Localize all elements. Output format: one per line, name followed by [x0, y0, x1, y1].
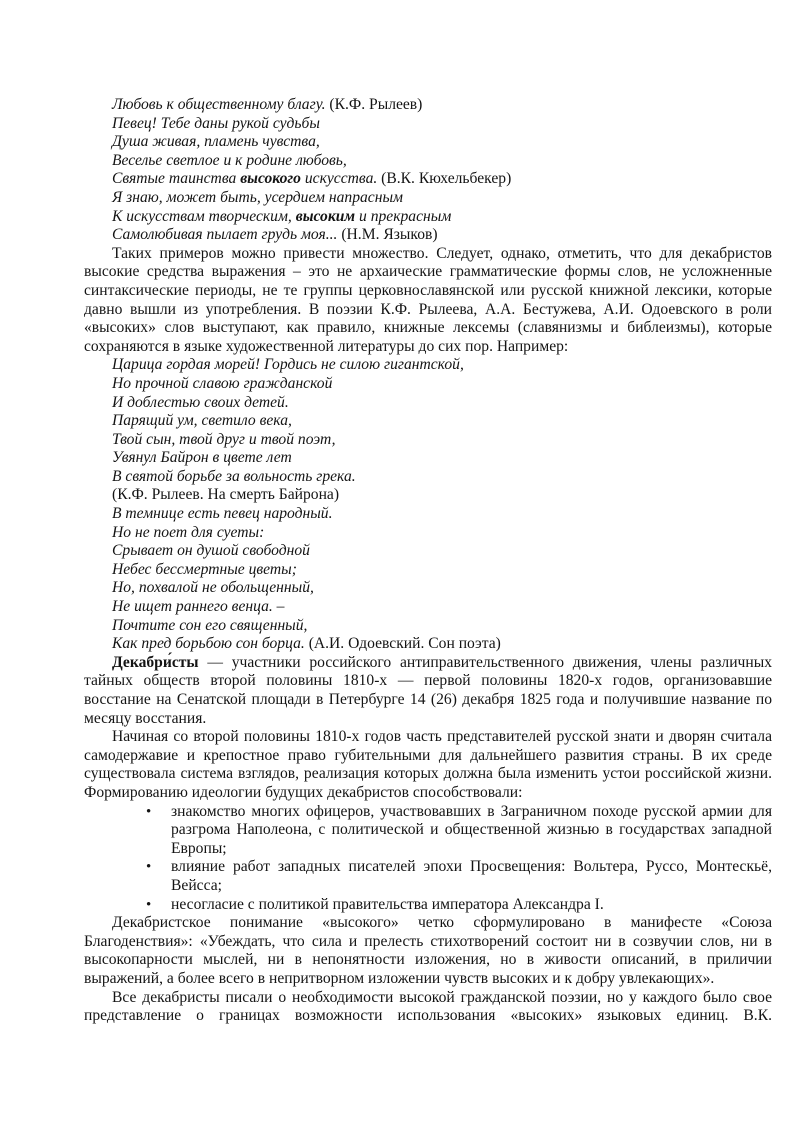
verse-line [84, 226, 772, 245]
verse-line [84, 412, 772, 431]
verse-block-1 [84, 96, 772, 245]
paragraph-examples: Таких примеров можно привести множество. Следует, однако, отметить, что для декабристов высокие средства выражения – это не архаические грамматические формы слов, не усложненные синтаксические периоды, не те группы церковнославянской или русской книжной лексики, которые давно вышли из употребления. В поэзии К.Ф. Рылеева, А.А. Бестужева, А.И. Одоевского в роли «высоких» слов выступают, как правило, книжные лексемы (славянизмы и библеизмы), которые сохраняются в языке художественной литературы до сих пор. Например: [84, 244, 772, 355]
verse-text: Но не поет для суеты: [112, 523, 265, 541]
verse-text: В темнице есть певец народный. [112, 505, 333, 523]
verse-source: (А.И. Одоевский. Сон поэта) [304, 635, 501, 653]
verse-line [84, 208, 772, 227]
verse-emphasis: высокого [240, 170, 301, 188]
paragraph-definition [84, 654, 772, 728]
definition-text: — участники российского антиправительственного движения, члены различных тайных обществ второй половины 1810-х — первой половины 1820-х годов, организовавшие восстание на Сенатской площади в Петербурге 14 (26) декабря 1825 года и получившие название по месяцу восстания. [84, 653, 772, 727]
list-item: • влияние работ западных писателей эпохи Просвещения: Вольтера, Руссо, Монтескьё, Вейсса; [171, 858, 772, 895]
verse-text: Срывает он душой свободной [112, 542, 310, 560]
verse-source: (К.Ф. Рылеев) [325, 96, 423, 113]
paragraph-ideology: Начиная со второй половины 1810-х годов часть представителей русской знати и дворян считала самодержавие и крепостное право губительными для дальнейшего развития страны. В их среде существовала система взглядов, реализация которых должна была изменить устои российской жизни. Формированию идеологии будущих декабристов способствовали: [84, 728, 772, 801]
verse-text: Самолюбивая пылает грудь моя... [112, 226, 338, 244]
verse-line [84, 152, 772, 171]
verse-text: Я знаю, может быть, усердием напрасным [112, 188, 403, 206]
verse-source: (Н.М. Языков) [337, 226, 438, 244]
verse-line [84, 115, 772, 134]
verse-line [84, 394, 772, 413]
verse-text: Царица гордая морей! Гордись не силою гигантской, [112, 356, 464, 374]
verse-line [84, 524, 772, 543]
verse-line [84, 356, 772, 375]
verse-line [84, 189, 772, 208]
verse-text: И доблестью своих детей. [112, 393, 289, 411]
verse-text: Но прочной славою гражданской [112, 374, 333, 392]
verse-text: Любовь к общественному благу. [112, 96, 326, 113]
verse-text: Певец! Тебе даны рукой судьбы [112, 114, 320, 132]
verse-line [84, 133, 772, 152]
verse-text: В святой борьбе за вольность грека. [112, 467, 356, 485]
verse-text: Небес бессмертные цветы; [112, 560, 297, 578]
verse-block-2 [84, 356, 772, 505]
verse-text: и прекрасным [355, 207, 452, 225]
verse-line [84, 431, 772, 450]
verse-line [84, 449, 772, 468]
verse-text: Но, похвалой не обольщенный, [112, 579, 314, 597]
list-item: • несогласие с политикой правительства императора Александра I. [171, 896, 772, 915]
verse-line [84, 505, 772, 524]
verse-line [84, 375, 772, 394]
verse-line [84, 542, 772, 561]
verse-text: Увянул Байрон в цвете лет [112, 449, 292, 467]
verse-text: Как пред борьбою сон борца. [112, 635, 305, 653]
verse-source: (К.Ф. Рылеев. На смерть Байрона) [112, 486, 340, 504]
verse-line [84, 598, 772, 617]
verse-text: Не ищет раннего венца. – [112, 598, 285, 616]
term-decembrists: Декабри́сты [112, 653, 199, 671]
verse-line [84, 617, 772, 636]
verse-text: К искусствам творческим, [112, 207, 296, 225]
verse-text: Твой сын, твой друг и твой поэт, [112, 430, 336, 448]
verse-emphasis: высоким [295, 207, 356, 225]
paragraph-civic-poetry: Все декабристы писали о необходимости высокой гражданской поэзии, но у каждого было свое представление о границах возможности использования «высоких» языковых единиц. В.К. [84, 988, 772, 1025]
verse-line [84, 170, 772, 189]
verse-line [84, 579, 772, 598]
paragraph-manifesto: Декабристское понимание «высокого» четко сформулировано в манифесте «Союза Благоденствия»: «Убеждать, что сила и прелесть стихотворений состоит ни в созвучии слов, ни в высокопарности мыслей, ни в непонятности изложения, но в живости описаний, в приличии выражений, а более всего в непритворном изложении чувств высоких и к добру увлекающих». [84, 914, 772, 987]
verse-text: Парящий ум, светило века, [112, 412, 292, 430]
verse-line [84, 468, 772, 487]
list-item: • знакомство многих офицеров, участвовавших в Заграничном походе русской армии для разгрома Наполеона, с политической и общественной жизнью в государствах западной Европы; [171, 803, 772, 859]
verse-source: (В.К. Кюхельбекер) [377, 170, 512, 188]
verse-text: Святые таинства [112, 170, 241, 188]
verse-block-3 [84, 505, 772, 654]
verse-line [84, 561, 772, 580]
verse-line [84, 96, 772, 115]
ideology-factors-list [84, 803, 772, 915]
verse-text: Душа живая, пламень чувства, [112, 133, 320, 151]
verse-line [84, 635, 772, 654]
verse-text: Почтите сон его священный, [112, 616, 308, 634]
verse-text: искусства. [300, 170, 378, 188]
verse-text: Веселье светлое и к родине любовь, [112, 151, 347, 169]
